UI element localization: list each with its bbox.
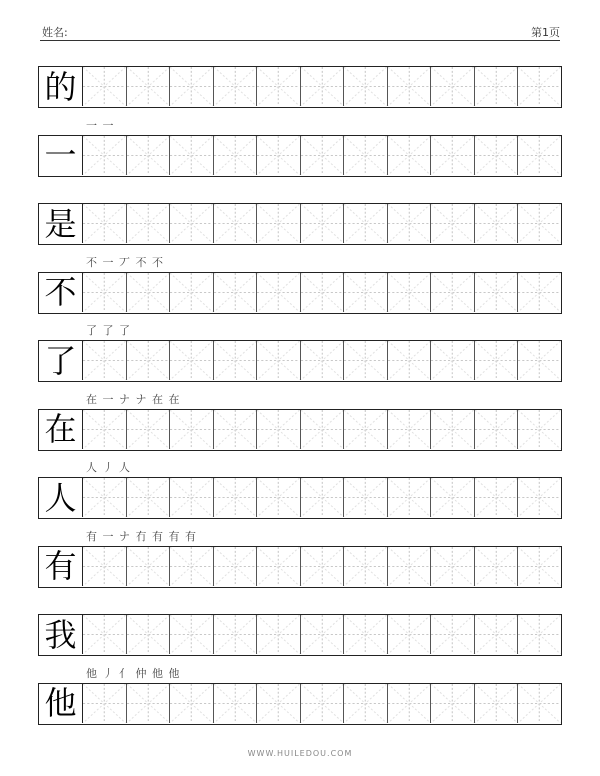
practice-cell[interactable] xyxy=(257,204,301,243)
practice-cell[interactable] xyxy=(431,67,475,106)
worksheet-header xyxy=(40,22,560,41)
practice-cell[interactable] xyxy=(475,67,519,106)
practice-cell[interactable] xyxy=(170,341,214,380)
practice-cell[interactable] xyxy=(127,547,171,586)
practice-cell[interactable] xyxy=(214,547,258,586)
model-character: 是 xyxy=(39,204,83,243)
practice-cell[interactable] xyxy=(127,341,171,380)
practice-cell[interactable] xyxy=(518,67,561,106)
practice-cell[interactable] xyxy=(518,136,561,175)
page-number: 第1页 xyxy=(531,26,560,39)
practice-cell[interactable] xyxy=(170,136,214,175)
practice-cell[interactable] xyxy=(83,478,127,517)
stroke-order-text: 有 一 ナ 冇 有 有 有 xyxy=(86,529,197,543)
practice-cell[interactable] xyxy=(127,615,171,654)
practice-cell[interactable] xyxy=(214,273,258,312)
practice-cell[interactable] xyxy=(475,615,519,654)
practice-cell[interactable] xyxy=(388,410,432,449)
practice-cell[interactable] xyxy=(301,478,345,517)
practice-cell[interactable] xyxy=(127,684,171,723)
practice-cell[interactable] xyxy=(475,341,519,380)
practice-cell[interactable] xyxy=(257,478,301,517)
practice-row xyxy=(38,322,562,386)
practice-cell[interactable] xyxy=(301,615,345,654)
practice-cell[interactable] xyxy=(518,478,561,517)
practice-cell[interactable] xyxy=(127,204,171,243)
practice-cell[interactable] xyxy=(257,273,301,312)
practice-cell[interactable] xyxy=(170,273,214,312)
practice-cell[interactable] xyxy=(518,615,561,654)
model-character: 有 xyxy=(39,547,83,586)
practice-row xyxy=(38,391,562,455)
practice-cell[interactable] xyxy=(257,341,301,380)
practice-row xyxy=(38,459,562,523)
stroke-order-text: 了 了 了 xyxy=(86,324,131,337)
practice-cell[interactable] xyxy=(83,341,127,380)
practice-cell[interactable] xyxy=(170,67,214,106)
practice-cell[interactable] xyxy=(257,67,301,106)
practice-cell[interactable] xyxy=(388,67,432,106)
practice-cell[interactable] xyxy=(257,410,301,449)
practice-cell[interactable] xyxy=(344,410,388,449)
practice-cell[interactable] xyxy=(388,204,432,243)
practice-cell[interactable] xyxy=(214,410,258,449)
practice-cell[interactable] xyxy=(257,547,301,586)
practice-cell[interactable] xyxy=(475,410,519,449)
practice-grid xyxy=(38,135,562,177)
practice-cell[interactable] xyxy=(214,684,258,723)
stroke-order-text: 他 丿 亻 仲 他 他 xyxy=(86,666,181,680)
practice-cell[interactable] xyxy=(83,615,127,654)
practice-cell[interactable] xyxy=(475,684,519,723)
practice-cell[interactable] xyxy=(344,615,388,654)
practice-cell[interactable] xyxy=(301,136,345,175)
practice-cell[interactable] xyxy=(388,136,432,175)
practice-cell[interactable] xyxy=(518,547,561,586)
practice-cell[interactable] xyxy=(83,273,127,312)
model-character: 一 xyxy=(39,136,83,175)
model-character: 了 xyxy=(39,341,83,380)
practice-cell[interactable] xyxy=(431,615,475,654)
practice-cell[interactable] xyxy=(83,136,127,175)
practice-cell[interactable] xyxy=(170,410,214,449)
stroke-order-text: 在 一 ナ ナ 在 在 xyxy=(86,392,181,406)
practice-grid xyxy=(38,477,562,519)
practice-cell[interactable] xyxy=(257,615,301,654)
practice-cell[interactable] xyxy=(431,273,475,312)
practice-cell[interactable] xyxy=(214,615,258,654)
model-character: 不 xyxy=(39,273,83,312)
model-character: 我 xyxy=(39,615,83,654)
practice-cell[interactable] xyxy=(518,204,561,243)
practice-cell[interactable] xyxy=(214,136,258,175)
practice-row xyxy=(38,528,562,592)
practice-cell[interactable] xyxy=(431,341,475,380)
practice-grid xyxy=(38,272,562,314)
practice-cell[interactable] xyxy=(83,410,127,449)
practice-cell[interactable] xyxy=(170,684,214,723)
practice-cell[interactable] xyxy=(518,684,561,723)
practice-cell[interactable] xyxy=(214,341,258,380)
practice-cell[interactable] xyxy=(344,204,388,243)
practice-cell[interactable] xyxy=(214,478,258,517)
practice-cell[interactable] xyxy=(214,204,258,243)
practice-cell[interactable] xyxy=(344,547,388,586)
practice-cell[interactable] xyxy=(83,684,127,723)
practice-grid xyxy=(38,340,562,382)
model-character: 在 xyxy=(39,410,83,449)
practice-cell[interactable] xyxy=(127,478,171,517)
stroke-order-text: 不 一 丆 不 不 xyxy=(86,255,164,269)
name-label: 姓名: xyxy=(42,26,68,39)
practice-cell[interactable] xyxy=(127,410,171,449)
practice-cell[interactable] xyxy=(301,547,345,586)
model-character: 他 xyxy=(39,684,83,723)
practice-cell[interactable] xyxy=(475,478,519,517)
practice-grid xyxy=(38,409,562,451)
practice-cell[interactable] xyxy=(388,684,432,723)
practice-row xyxy=(38,665,562,729)
practice-cell[interactable] xyxy=(388,615,432,654)
practice-cell[interactable] xyxy=(170,615,214,654)
practice-cell[interactable] xyxy=(214,67,258,106)
practice-cell[interactable] xyxy=(344,478,388,517)
practice-grid xyxy=(38,546,562,588)
practice-cell[interactable] xyxy=(431,410,475,449)
practice-grid xyxy=(38,683,562,725)
practice-cell[interactable] xyxy=(257,136,301,175)
practice-row xyxy=(38,117,562,181)
practice-cell[interactable] xyxy=(388,341,432,380)
practice-cell[interactable] xyxy=(83,547,127,586)
practice-cell[interactable] xyxy=(301,341,345,380)
footer-url: WWW.HUILEDOU.COM xyxy=(247,749,353,758)
practice-cell[interactable] xyxy=(170,204,214,243)
practice-cell[interactable] xyxy=(127,136,171,175)
practice-cell[interactable] xyxy=(301,684,345,723)
practice-cell[interactable] xyxy=(518,341,561,380)
practice-cell[interactable] xyxy=(127,67,171,106)
practice-cell[interactable] xyxy=(475,136,519,175)
practice-cell[interactable] xyxy=(431,478,475,517)
practice-cell[interactable] xyxy=(301,410,345,449)
practice-cell[interactable] xyxy=(257,684,301,723)
stroke-order-text: 人 丿 人 xyxy=(86,461,131,474)
practice-row xyxy=(38,254,562,318)
practice-cell[interactable] xyxy=(388,547,432,586)
practice-cell[interactable] xyxy=(127,273,171,312)
practice-cell[interactable] xyxy=(344,684,388,723)
practice-cell[interactable] xyxy=(301,273,345,312)
practice-cell[interactable] xyxy=(388,478,432,517)
practice-grid xyxy=(38,66,562,108)
practice-row xyxy=(38,596,562,660)
practice-cell[interactable] xyxy=(83,67,127,106)
practice-cell[interactable] xyxy=(170,478,214,517)
practice-cell[interactable] xyxy=(475,204,519,243)
practice-row xyxy=(38,185,562,249)
model-character: 人 xyxy=(39,478,83,517)
practice-cell[interactable] xyxy=(170,547,214,586)
stroke-order-text: 一 一 xyxy=(86,118,115,132)
practice-cell[interactable] xyxy=(475,273,519,312)
practice-cell[interactable] xyxy=(344,136,388,175)
practice-cell[interactable] xyxy=(344,341,388,380)
practice-cell[interactable] xyxy=(431,204,475,243)
practice-cell[interactable] xyxy=(301,204,345,243)
practice-grid xyxy=(38,203,562,245)
practice-cell[interactable] xyxy=(344,67,388,106)
practice-cell[interactable] xyxy=(388,273,432,312)
practice-grid xyxy=(38,614,562,656)
practice-cell[interactable] xyxy=(475,547,519,586)
practice-cell[interactable] xyxy=(344,273,388,312)
practice-cell[interactable] xyxy=(83,204,127,243)
model-character: 的 xyxy=(39,67,83,106)
practice-cell[interactable] xyxy=(518,410,561,449)
practice-cell[interactable] xyxy=(518,273,561,312)
practice-cell[interactable] xyxy=(431,136,475,175)
practice-cell[interactable] xyxy=(301,67,345,106)
practice-row xyxy=(38,48,562,112)
practice-cell[interactable] xyxy=(431,547,475,586)
practice-cell[interactable] xyxy=(431,684,475,723)
